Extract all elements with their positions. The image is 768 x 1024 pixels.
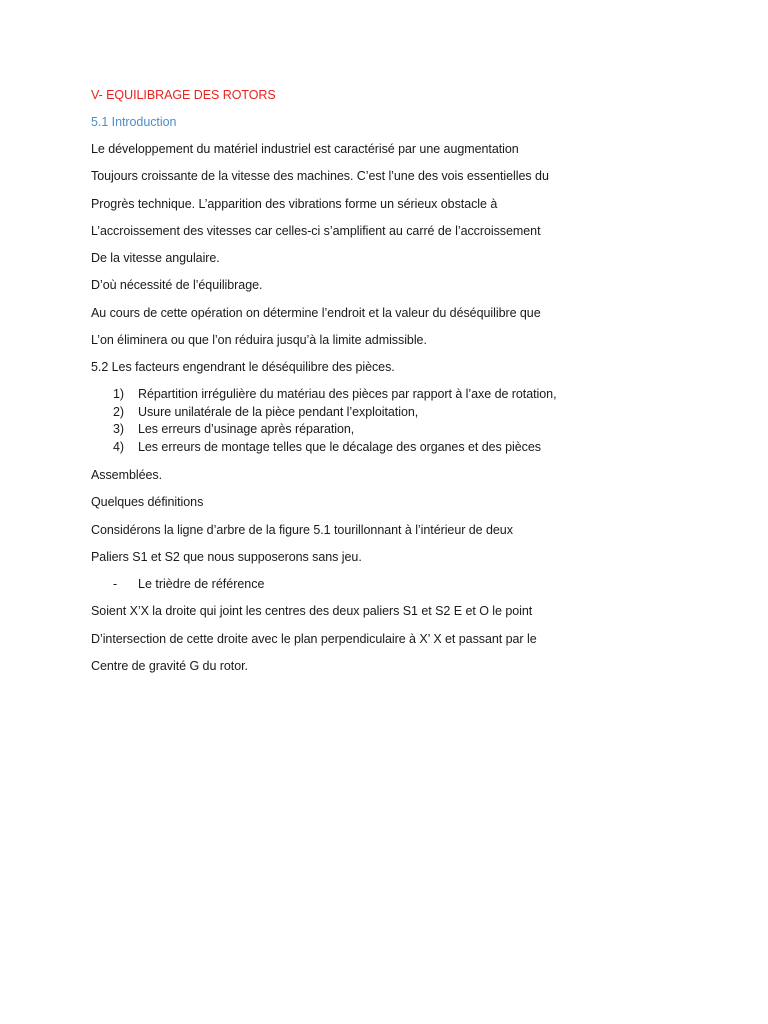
list-item-number: 4) [113,439,125,454]
paragraph-line: Assemblées. [91,468,163,482]
list-item-text: Les erreurs d’usinage après réparation, [138,422,355,436]
list-item-number: 2) [113,404,125,419]
paragraph-line: L’accroissement des vitesses car celles-ci s’amplifient au carré de l’accroissement [91,224,541,238]
paragraph-line: D’où nécessité de l’équilibrage. [91,278,263,292]
list-item-text: Les erreurs de montage telles que le décalage des organes et des pièces [138,439,541,454]
list-item-text: Usure unilatérale de la pièce pendant l’exploitation, [138,404,419,419]
list-item [113,439,557,457]
document-title: V- EQUILIBRAGE DES ROTORS [91,88,276,102]
list-item [113,404,557,422]
list-item-text: Répartition irrégulière du matériau des pièces par rapport à l’axe de rotation, [138,387,557,401]
paragraph-line: Soient X’X la droite qui joint les centres des deux paliers S1 et S2 E et O le point [91,604,533,618]
list-item-number: 3) [113,422,125,436]
triedre-list-item [113,576,264,592]
list-item [113,421,557,439]
paragraph-line: Toujours croissante de la vitesse des machines. C’est l’une des vois essentielles du [91,169,549,183]
paragraph-line: Progrès technique. L’apparition des vibrations forme un sérieux obstacle à [91,197,498,211]
factors-list [113,386,557,456]
paragraph-line: Considérons la ligne d’arbre de la figure 5.1 tourillonnant à l’intérieur de deux [91,523,513,537]
paragraph-line: D’intersection de cette droite avec le plan perpendiculaire à X’ X et passant par le [91,632,537,646]
list-item [113,386,557,404]
section-heading-introduction: 5.1 Introduction [91,115,177,129]
paragraph-line: L’on éliminera ou que l’on réduira jusqu’à la limite admissible. [91,333,427,347]
dash-bullet: - [113,577,118,591]
list-item-number: 1) [113,387,125,401]
paragraph-line: Au cours de cette opération on détermine l’endroit et la valeur du déséquilibre que [91,306,541,320]
paragraph-line: Centre de gravité G du rotor. [91,659,248,673]
paragraph-line: Le développement du matériel industriel est caractérisé par une augmentation [91,142,519,156]
paragraph-line: De la vitesse angulaire. [91,251,220,265]
section-heading-factors: 5.2 Les facteurs engendrant le déséquilibre des pièces. [91,360,395,374]
paragraph-line: Paliers S1 et S2 que nous supposerons sans jeu. [91,550,362,564]
triedre-item-text: Le trièdre de référence [138,577,265,591]
definitions-heading: Quelques définitions [91,495,204,509]
